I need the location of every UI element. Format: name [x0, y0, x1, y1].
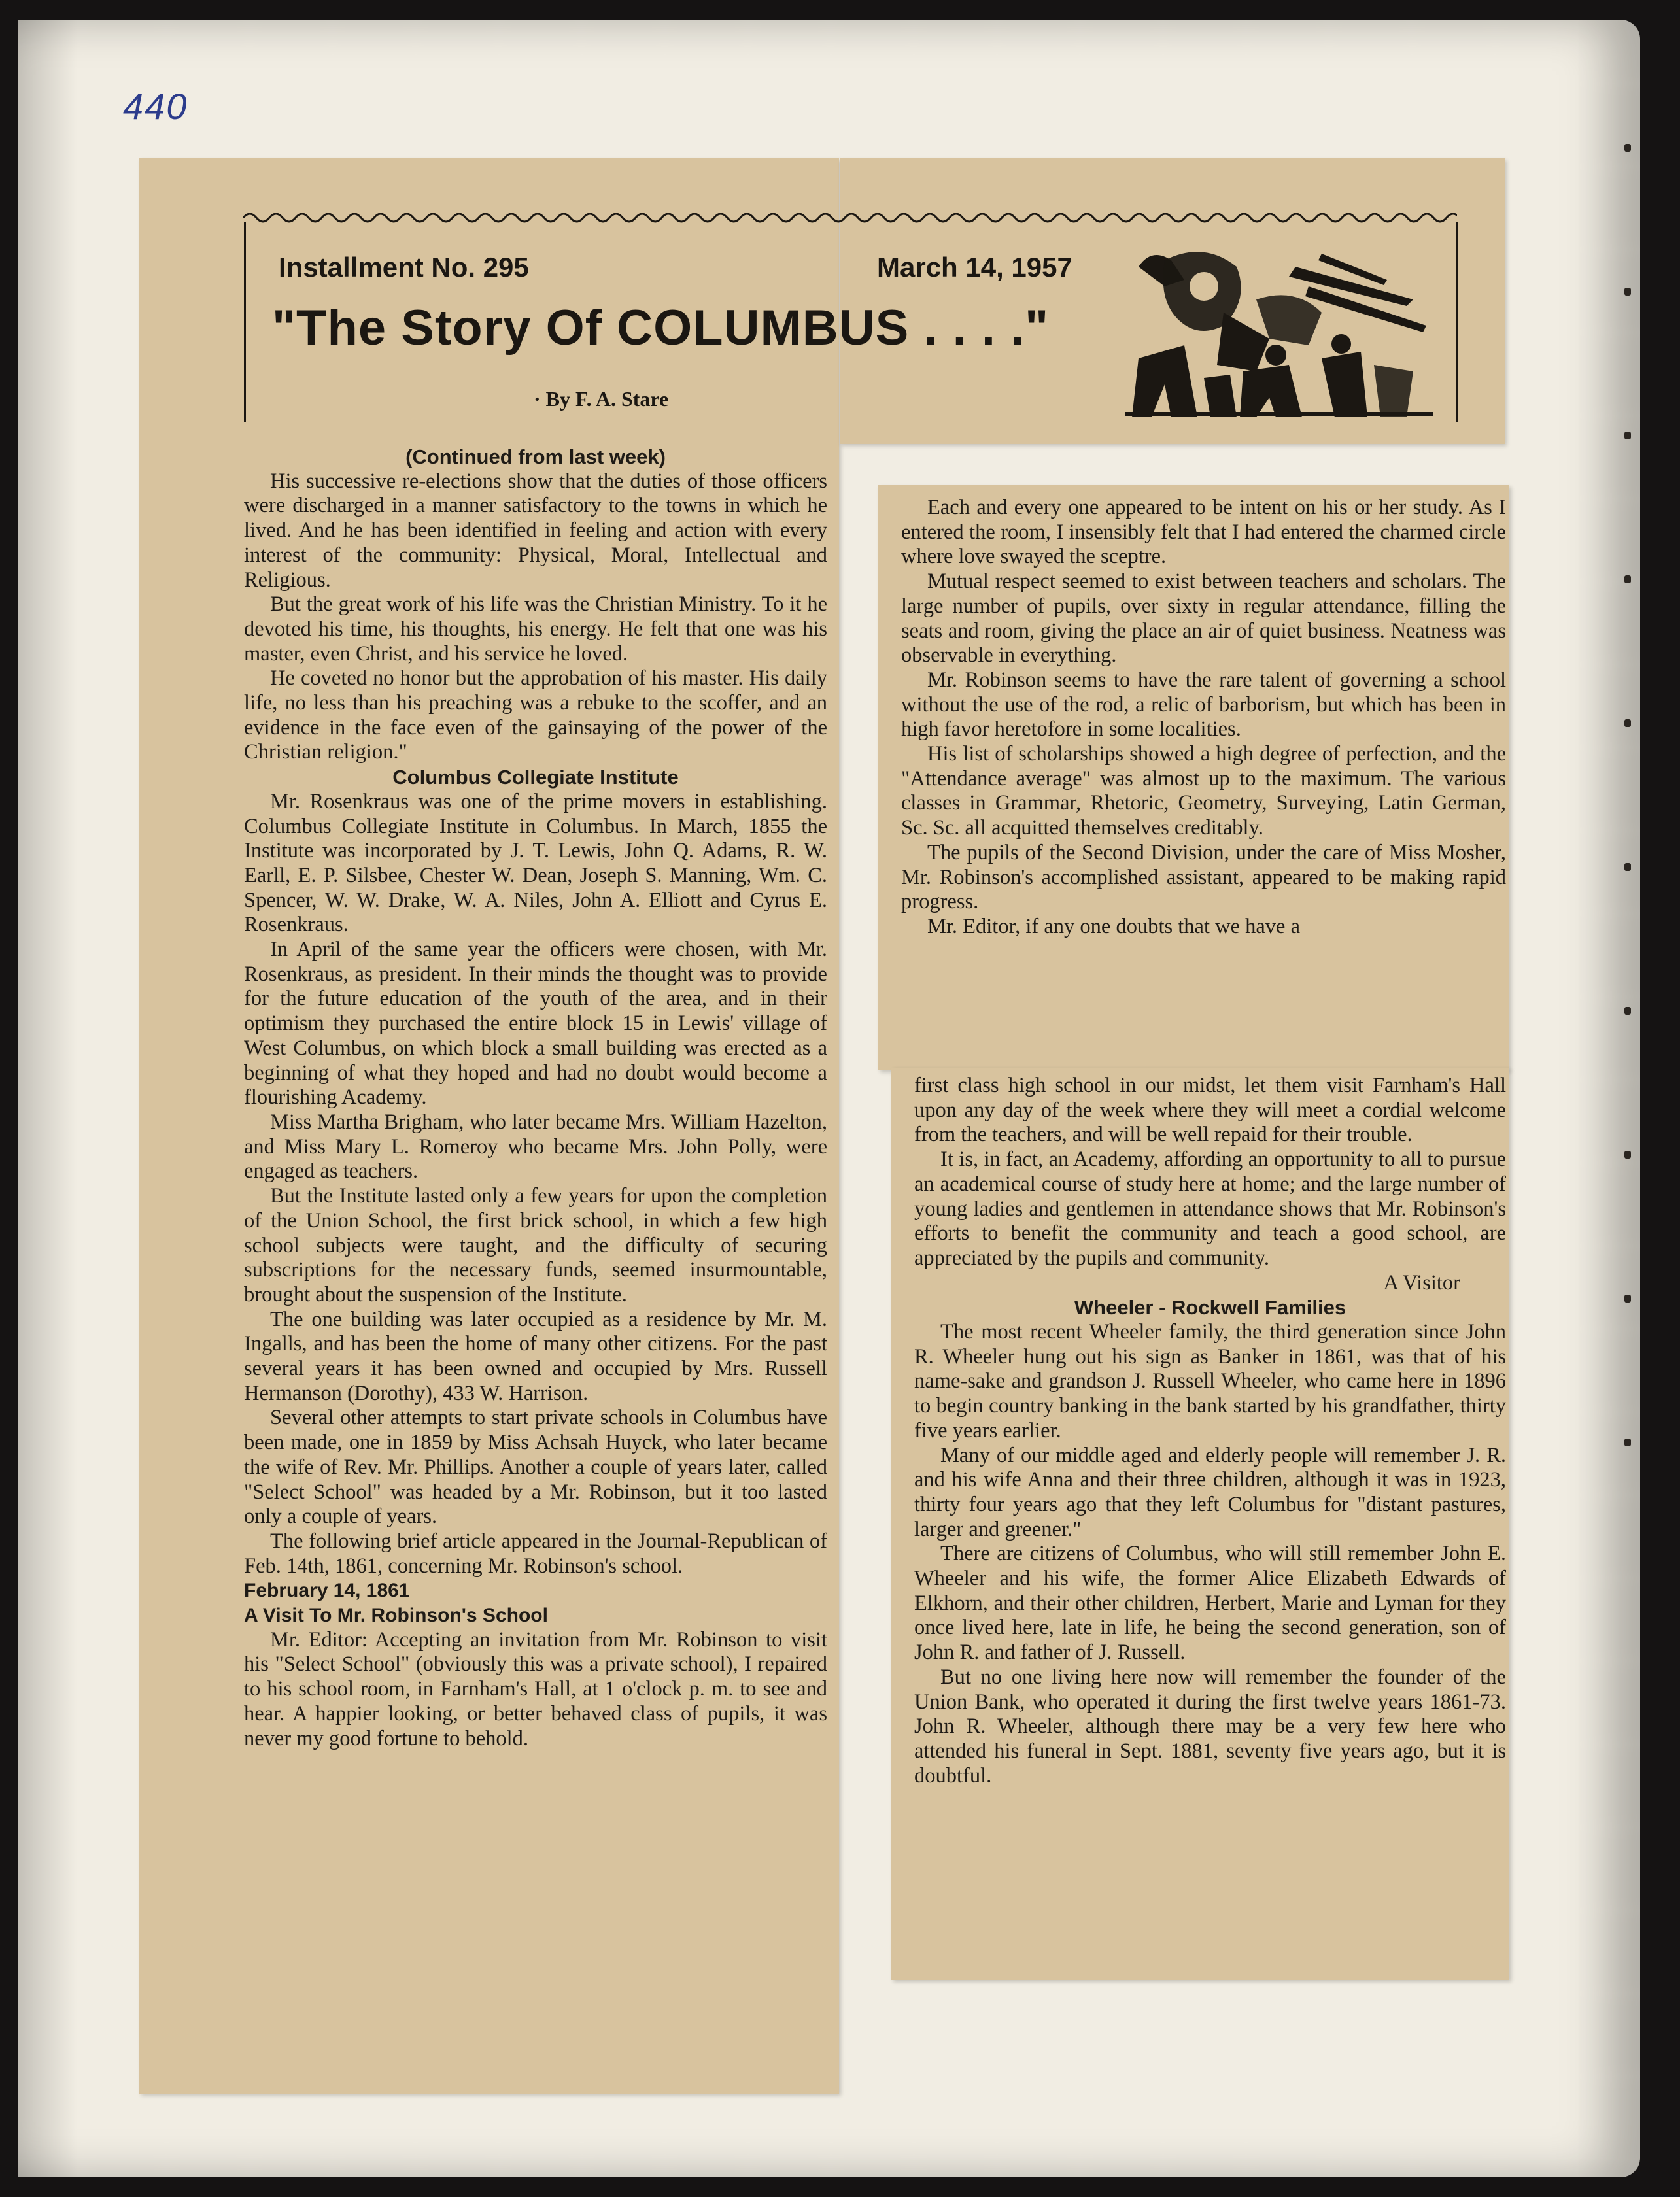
- handwritten-page-number: 440: [123, 86, 188, 127]
- album-page: [18, 20, 1640, 2177]
- article-column-right-bottom: [914, 1074, 1506, 1788]
- installment-number: Installment No. 295: [279, 252, 529, 282]
- paragraph: Each and every one appeared to be intent on his or her study. As I entered the room, I insensibly felt that I had entered the charmed circle where love swayed the sceptre.: [901, 496, 1506, 569]
- page-edge-tab: [1624, 288, 1631, 296]
- page-edge-tab: [1624, 1439, 1631, 1446]
- article-title: "The Story Of COLUMBUS . . . .": [272, 300, 1050, 356]
- page-edge-tab: [1624, 432, 1631, 439]
- paragraph: Several other attempts to start private schools in Columbus have been made, one in 1859 by Miss Achsah Huyck, who later became the wife of Rev. Mr. Phillips. Another a couple of years later, called "Select School" was headed by a Mr. Robinson, but it too lasted only a couple of years.: [244, 1406, 827, 1529]
- paragraph: The pupils of the Second Division, under the care of Miss Mosher, Mr. Robinson's accomplished assistant, appeared to be making rapid progress.: [901, 840, 1506, 914]
- paragraph: There are citizens of Columbus, who will still remember John E. Wheeler and his wife, the former Alice Elizabeth Edwards of Elkhorn, and their other children, Herbert, Marie and Lyman for they once lived here, late in life, he being the second generation, son of John R. and father of J. Russell.: [914, 1542, 1506, 1665]
- paragraph: But the great work of his life was the Christian Ministry. To it he devoted his time, his thoughts, his energy. He felt that one was his master, even Christ, and his service he loved.: [244, 592, 827, 666]
- paragraph: The one building was later occupied as a residence by Mr. M. Ingalls, and has been the home of many other citizens. For the past several years it has been owned and occupied by Mrs. Russell Hermanson (Dorothy), 433 W. Harrison.: [244, 1307, 827, 1405]
- section-heading: (Continued from last week): [405, 445, 666, 468]
- byline: · By F. A. Stare: [534, 387, 669, 411]
- page-edge-tab: [1624, 144, 1631, 152]
- paragraph: He coveted no honor but the approbation of his master. His daily life, no less than his preaching was a rebuke to the scoffer, and an evidence in the face even of the gainsaying of the power of the Christian religion.": [244, 666, 827, 764]
- paragraph: Miss Martha Brigham, who later became Mrs. William Hazelton, and Miss Mary L. Romeroy who became Mrs. John Polly, were engaged as teachers.: [244, 1110, 827, 1184]
- section-heading: Wheeler - Rockwell Families: [1074, 1296, 1346, 1320]
- paragraph: first class high school in our midst, let them visit Farnham's Hall upon any day of the week where they will meet a cordial welcome from the teachers, and will be well repaid for their trouble.: [914, 1074, 1506, 1147]
- paragraph: His successive re-elections show that the duties of those officers were discharged in a manner satisfactory to the towns in which he lived. And he has been identified in feeling and action with every interest of the community: Physical, Moral, Intellectual and Religious.: [244, 469, 827, 592]
- wavy-border-decoration: [243, 208, 1457, 228]
- subheading: A Visit To Mr. Robinson's School: [244, 1605, 548, 1627]
- article-column-right-top: [901, 496, 1506, 940]
- page-edge-tab: [1624, 719, 1631, 727]
- article-date: March 14, 1957: [877, 252, 1072, 282]
- paragraph: But no one living here now will remember the founder of the Union Bank, who operated it during the first twelve years 1861-73. John R. Wheeler, although there may be a very few here who attended his funeral in Sept. 1881, seventy five years ago, but it is doubtful.: [914, 1665, 1506, 1788]
- paragraph: It is, in fact, an Academy, affording an opportunity to all to pursue an academical course of study here at home; and the large number of young ladies and gentlemen in attendance shows that Mr. Robinson's efforts to benefit the community and teach a good school, are appreciated by the pupils and community.: [914, 1148, 1506, 1270]
- paragraph: Mutual respect seemed to exist between teachers and scholars. The large number of pupils, over sixty in regular attendance, filling the seats and room, giving the place an air of quiet business. Neatness was observable in everything.: [901, 570, 1506, 668]
- page-edge-tab: [1624, 1151, 1631, 1159]
- page-edge-tab: [1624, 863, 1631, 871]
- paragraph: Mr. Editor: Accepting an invitation from Mr. Robinson to visit his "Select School" (obviously this was a private school), I repaired to his school room, in Farnham's Hall, at 1 o'clock p. m. to see and hear. A happier looking, or better behaved class of pupils, it was never my good fortune to behold.: [244, 1627, 827, 1750]
- signature: A Visitor: [1383, 1270, 1460, 1295]
- paragraph: His list of scholarships showed a high degree of perfection, and the "Attendance average" was almost up to the maximum. The various classes in Grammar, Rhetoric, Geometry, Surveying, Latin German, Sc. Sc. all acquitted themselves creditably.: [901, 742, 1506, 840]
- subheading: February 14, 1861: [244, 1580, 410, 1602]
- article-column-left: [244, 445, 827, 1751]
- paragraph: Mr. Rosenkraus was one of the prime movers in establishing. Columbus Collegiate Institute in Columbus. In March, 1855 the Institute was incorporated by J. T. Lewis, John Q. Adams, R. W. Earll, E. P. Silsbee, Chester W. Dean, Joseph S. Manning, Wm. C. Spencer, W. W. Drake, W. A. Niles, John A. Elliott and Cyrus E. Rosenkraus.: [244, 789, 827, 937]
- paragraph: Many of our middle aged and elderly people will remember J. R. and his wife Anna and their three children, although it was in 1923, thirty four years ago that they left Columbus for "distant pastures, larger and greener.": [914, 1443, 1506, 1541]
- page-edge-tab: [1624, 1007, 1631, 1015]
- paragraph: The following brief article appeared in the Journal-Republican of Feb. 14th, 1861, concerning Mr. Robinson's school.: [244, 1529, 827, 1578]
- page-spine-shadow: [18, 20, 77, 2177]
- page-edge-tab: [1624, 575, 1631, 583]
- paragraph: In April of the same year the officers were chosen, with Mr. Rosenkraus, as president. In their minds the thought was to provide for the future education of the youth of the area, and in their optimism they purchased the entire block 15 in Lewis' village of West Columbus, on which block a small building was erected as a beginning of what they hoped and had no doubt would become a flourishing Academy.: [244, 938, 827, 1110]
- header-illustration-icon: [1125, 241, 1433, 424]
- paragraph: But the Institute lasted only a few years for upon the completion of the Union School, the first brick school, in which a few high school subjects were taught, and the difficulty of securing subscriptions for the necessary funds, seemed insurmountable, brought about the suspension of the Institute.: [244, 1184, 827, 1306]
- paragraph: Mr. Editor, if any one doubts that we have a: [927, 914, 1301, 938]
- paragraph: Mr. Robinson seems to have the rare talent of governing a school without the use of the rod, a relic of barborism, but which has been in high favor heretofore in some localities.: [901, 668, 1506, 741]
- page-edge-tab: [1624, 1295, 1631, 1303]
- article-header: [244, 222, 1458, 422]
- section-heading: Columbus Collegiate Institute: [392, 766, 679, 789]
- paragraph: The most recent Wheeler family, the third generation since John R. Wheeler hung out his sign as Banker in 1861, was that of his name-sake and grandson J. Russell Wheeler, who came here in 1896 to begin country banking in the bank started by his grandfather, thirty five years earlier.: [914, 1320, 1506, 1442]
